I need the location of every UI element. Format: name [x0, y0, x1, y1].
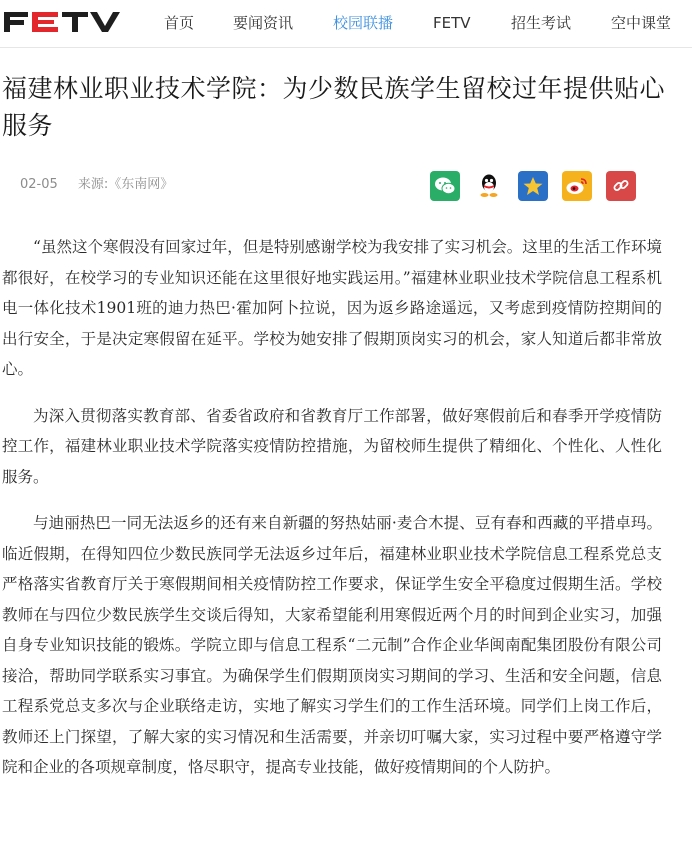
article-meta	[20, 173, 189, 192]
article-source: 来源:《东南网》	[77, 177, 174, 192]
article-paragraph-1: “虽然这个寒假没有回家过年，但是特别感谢学校为我安排了实习机会。这里的生活工作环境都很好，在校学习的专业知识还能在这里很好地实践运用。”福建林业职业技术学院信息工程系机电一体化技术1901班的迪力热巴·霍加阿卜拉说，因为返乡路途遥远，又考虑到疫情防控期间的出行安全，于是决定寒假留在延平。学校为她安排了假期顶岗实习的机会，家人知道后都非常放心。	[2, 238, 662, 378]
nav-item-admissions[interactable]: 招生考试	[511, 14, 572, 32]
wechat-icon[interactable]	[430, 171, 460, 201]
article-title: 福建林业职业技术学院：为少数民族学生留校过年提供贴心服务	[2, 74, 666, 140]
qq-icon[interactable]	[474, 171, 504, 201]
article-paragraph-3: 与迪丽热巴一同无法返乡的还有来自新疆的努热姑丽·麦合木提、豆有春和西藏的平措卓玛。临近假期，在得知四位少数民族同学无法返乡过年后，福建林业职业技术学院信息工程系党总支严格落实省教育厅关于寒假期间相关疫情防控工作要求，保证学生安全平稳度过假期生活。学校教师在与四位少数民族学生交谈后得知，大家希望能利用寒假近两个月的时间到企业实习，加强自身专业知识技能的锻炼。学院立即与信息工程系“二元制”合作企业华闽南配集团股份有限公司接洽，帮助同学联系实习事宜。为确保学生们假期顶岗实习期间的学习、生活和安全问题，信息工程系党总支多次与企业联络走访，实地了解实习学生们的工作生活环境。同学们上岗工作后，教师还上门探望，了解大家的实习情况和生活需要，并亲切叮嘱大家，实习过程中要严格遵守学院和企业的各项规章制度，恪尽职守，提高专业技能，做好疫情期间的个人防护。	[2, 514, 662, 776]
qzone-icon[interactable]	[518, 171, 548, 201]
top-navigation-bar	[0, 0, 692, 48]
nav-item-sky-class[interactable]: 空中课堂	[611, 14, 672, 32]
weibo-icon[interactable]	[562, 171, 592, 201]
main-nav	[0, 0, 692, 47]
nav-item-home[interactable]: 首页	[164, 14, 195, 32]
copy-link-icon[interactable]	[606, 171, 636, 201]
nav-item-fetv[interactable]: FETV	[433, 14, 471, 32]
nav-item-campus[interactable]: 校园联播	[333, 14, 394, 32]
article-paragraph-2: 为深入贯彻落实教育部、省委省政府和省教育厅工作部署，做好寒假前后和春季开学疫情防控工作，福建林业职业技术学院落实疫情防控措施，为留校师生提供了精细化、个性化、人性化服务。	[2, 406, 662, 486]
publish-date: 02-05	[20, 177, 58, 192]
article-body	[2, 232, 662, 799]
nav-item-news[interactable]: 要闻资讯	[233, 14, 294, 32]
